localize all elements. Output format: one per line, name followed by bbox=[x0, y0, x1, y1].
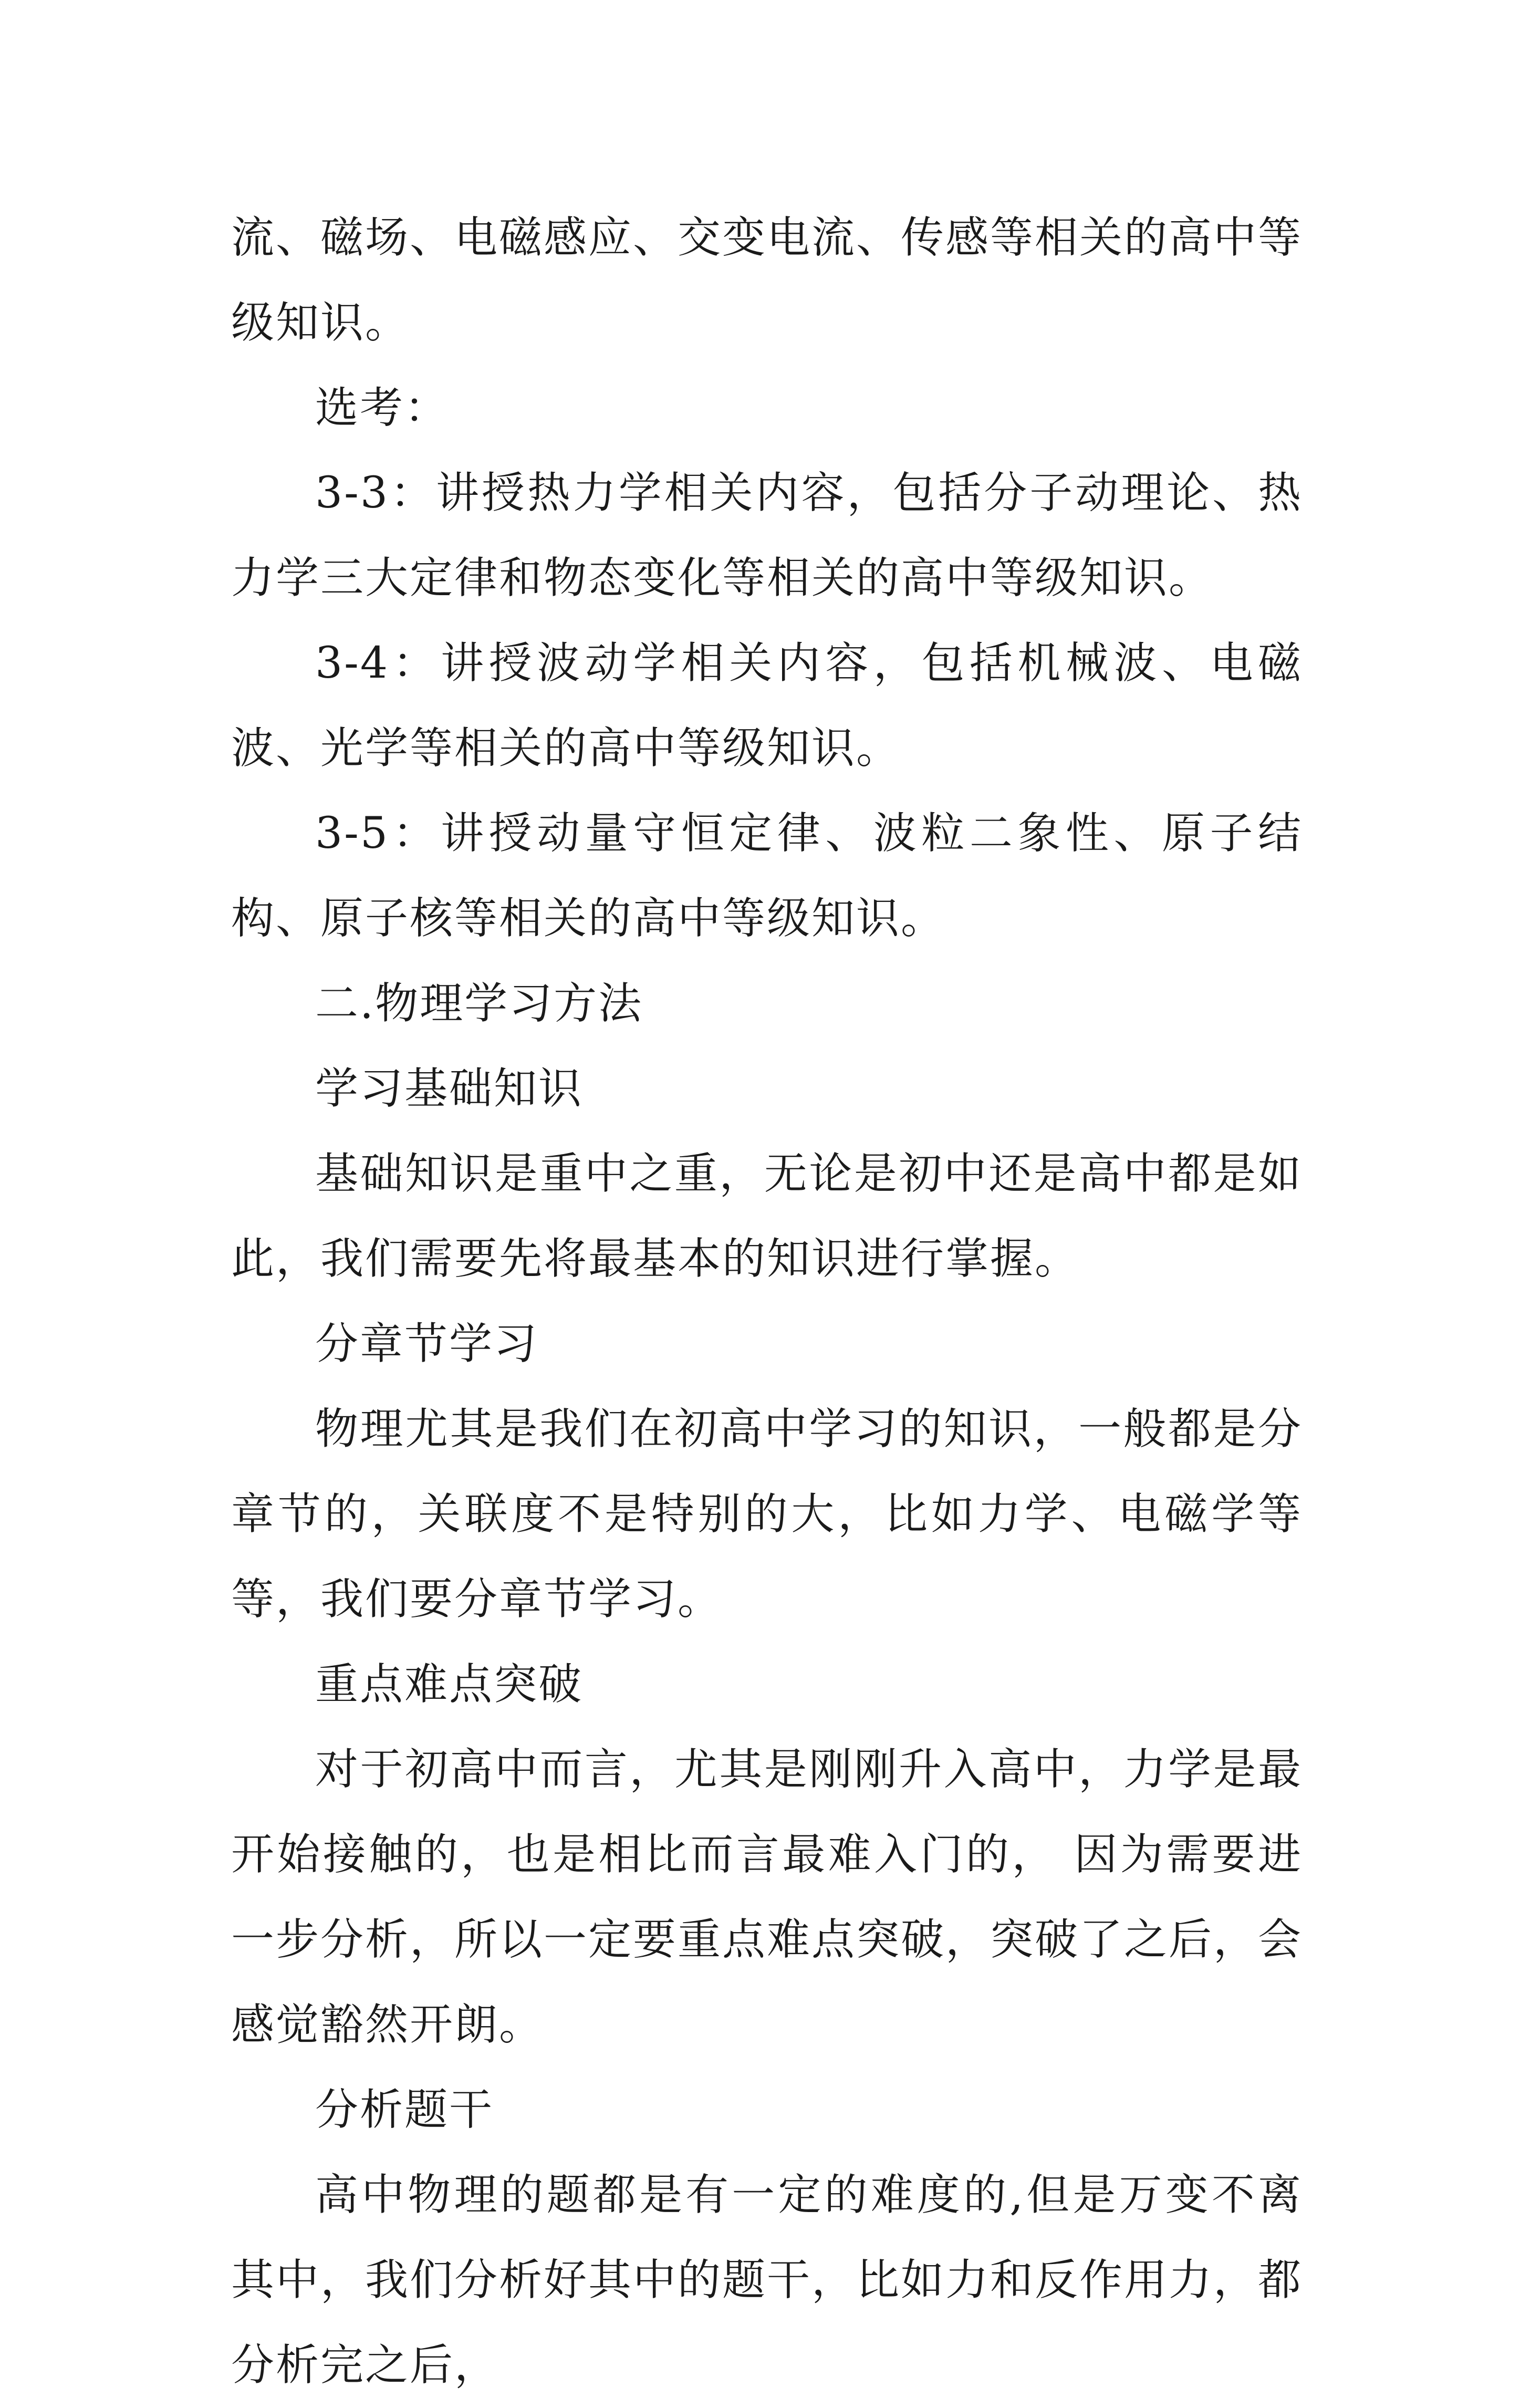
paragraph-analyze-question: 高中物理的题都是有一定的难度的,但是万变不离其中，我们分析好其中的题干，比如力和反作用力，都分析完之后， bbox=[231, 2170, 1303, 2390]
paragraph-basic-knowledge: 基础知识是重中之重，无论是初中还是高中都是如此，我们需要先将最基本的知识进行掌握。 bbox=[231, 1149, 1303, 1284]
document-body bbox=[231, 195, 1303, 2408]
paragraph-continuation: 流、磁场、电磁感应、交变电流、传感等相关的高中等级知识。 bbox=[231, 213, 1303, 348]
paragraph-key-difficulties: 对于初高中而言，尤其是刚刚升入高中，力学是最开始接触的，也是相比而言最难入门的， 因为需要进一步分析，所以一定要重点难点突破，突破了之后，会感觉豁然开朗。 bbox=[231, 1745, 1303, 2050]
subheading-basic-knowledge: 学习基础知识 bbox=[315, 1064, 584, 1114]
section-heading-study-methods: 二.物理学习方法 bbox=[315, 979, 643, 1029]
paragraph-chapter-study: 物理尤其是我们在初高中学习的知识，一般都是分章节的，关联度不是特别的大，比如力学、电磁学等等，我们要分章节学习。 bbox=[231, 1404, 1303, 1624]
subheading-key-difficulties: 重点难点突破 bbox=[315, 1659, 584, 1709]
paragraph-3-4: 3-4：讲授波动学相关内容，包括机械波、电磁波、光学等相关的高中等级知识。 bbox=[231, 638, 1303, 773]
paragraph-3-5: 3-5：讲授动量守恒定律、波粒二象性、原子结构、原子核等相关的高中等级知识。 bbox=[231, 808, 1303, 943]
paragraph-3-3: 3-3：讲授热力学相关内容，包括分子动理论、热力学三大定律和物态变化等相关的高中等级知识。 bbox=[231, 468, 1303, 603]
subheading-analyze-question: 分析题干 bbox=[315, 2085, 494, 2135]
paragraph-elective-heading: 选考： bbox=[315, 383, 450, 433]
subheading-chapter-study: 分章节学习 bbox=[315, 1319, 539, 1369]
